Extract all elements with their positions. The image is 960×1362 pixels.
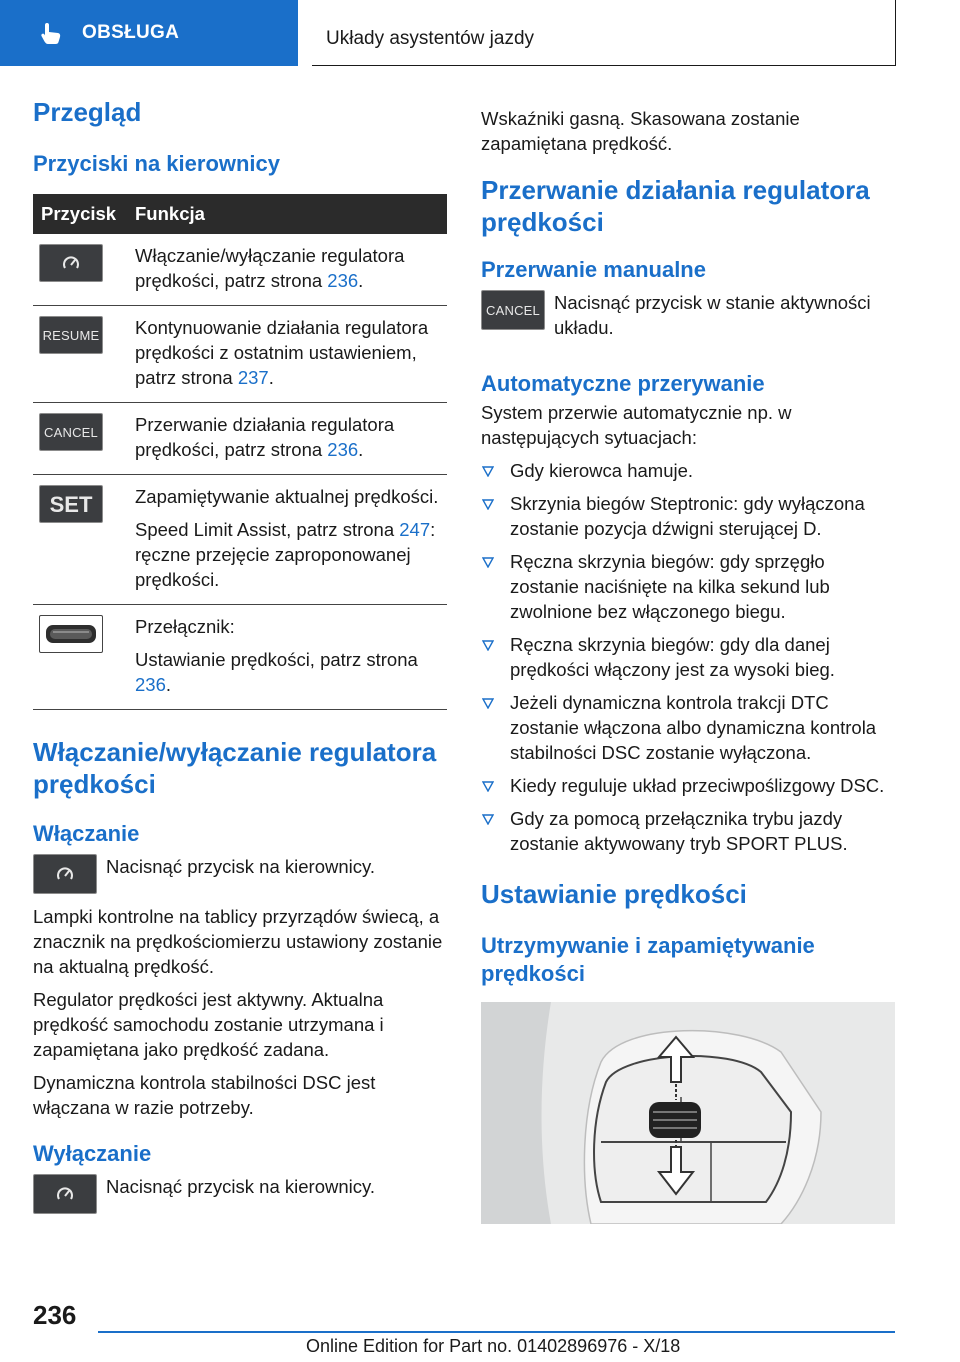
row-function-text: Zapamiętywanie aktualnej prędkości. bbox=[135, 486, 439, 507]
triangle-bullet-icon bbox=[482, 781, 494, 792]
list-item: Gdy za pomocą przełącznika trybu jazdy zostanie aktywowany tryb SPORT PLUS. bbox=[481, 806, 895, 856]
table-row bbox=[33, 234, 447, 306]
row-function-text: Włączanie/wyłączanie regulatora prędkości, patrz strona 236. bbox=[135, 245, 405, 291]
section-label: OBSŁUGA bbox=[82, 22, 180, 43]
steering-wheel-photo bbox=[481, 1002, 895, 1224]
heading-switch-off: Wyłączanie bbox=[33, 1141, 152, 1166]
page-link[interactable]: 237 bbox=[237, 367, 269, 388]
list-item: Jeżeli dynamiczna kontrola trakcji DTC zostanie włączona albo dynamiczna kontrola stabilności DSC zostanie wyłączona. bbox=[481, 690, 895, 765]
cancel-button-icon: CANCEL bbox=[39, 413, 103, 451]
cruise-control-button-icon bbox=[39, 244, 103, 282]
set-button-icon: SET bbox=[39, 485, 103, 523]
table-row bbox=[33, 306, 447, 403]
triangle-bullet-icon bbox=[482, 698, 494, 709]
page-header bbox=[0, 0, 960, 66]
row-function-text: Speed Limit Assist, patrz strona 247: ręczne przejęcie zaproponowanej prędkości. bbox=[135, 519, 436, 590]
cruise-control-button-icon bbox=[33, 854, 97, 894]
left-column bbox=[33, 96, 447, 1214]
cruise-control-button-icon bbox=[33, 1174, 97, 1214]
chapter-title-box bbox=[312, 0, 896, 66]
heading-on-off: Włączanie/wyłączanie regulatora prędkości bbox=[33, 737, 437, 799]
footer-divider bbox=[98, 1331, 895, 1333]
page-link[interactable]: 247 bbox=[399, 519, 431, 540]
list-item: Kiedy reguluje układ przeciwpoślizgowy DSC. bbox=[481, 773, 895, 798]
column-header-function: Funkcja bbox=[127, 194, 447, 234]
list-item: Gdy kierowca hamuje. bbox=[481, 458, 895, 483]
table-row bbox=[33, 605, 447, 710]
page-link[interactable]: 236 bbox=[327, 270, 359, 291]
table-row bbox=[33, 403, 447, 475]
heading-overview: Przegląd bbox=[33, 97, 142, 127]
speedometer-icon bbox=[60, 254, 82, 272]
page-number: 236 bbox=[33, 1300, 77, 1330]
row-function-text: Kontynuowanie działania regulatora prędkości z ostatnim ustawieniem, patrz strona 237. bbox=[135, 317, 429, 388]
auto-interrupt-intro: System przerwie automatycznie np. w następujących sytuacjach: bbox=[481, 402, 792, 448]
right-column bbox=[481, 106, 895, 1224]
triangle-bullet-icon bbox=[482, 640, 494, 651]
triangle-bullet-icon bbox=[482, 466, 494, 477]
triangle-bullet-icon bbox=[482, 499, 494, 510]
triangle-bullet-icon bbox=[482, 557, 494, 568]
switch-on-paragraph: Dynamiczna kontrola stabilności DSC jest włączana w razie potrzeby. bbox=[33, 1072, 376, 1118]
footer-edition: Online Edition for Part no. 01402896976 - X/18 bbox=[306, 1336, 681, 1356]
speedometer-icon bbox=[54, 1185, 76, 1203]
switch-on-instruction bbox=[33, 854, 447, 894]
speedometer-icon bbox=[54, 865, 76, 883]
table-row bbox=[33, 475, 447, 605]
cancel-button-icon: CANCEL bbox=[481, 290, 545, 330]
switch-off-instruction bbox=[33, 1174, 447, 1214]
switch-on-paragraph: Lampki kontrolne na tablicy przyrządów świecą, a znacznik na prędkościomierzu ustawiony zostanie na aktualną prędkość. bbox=[33, 906, 443, 977]
auto-interrupt-list bbox=[481, 458, 895, 856]
hand-pointer-icon bbox=[38, 20, 64, 46]
list-item: Ręczna skrzynia biegów: gdy dla danej prędkości włączony jest za wysoki bieg. bbox=[481, 632, 895, 682]
manual-interrupt-text: Nacisnąć przycisk w stanie aktywności układu. bbox=[554, 292, 871, 338]
buttons-table bbox=[33, 194, 447, 710]
intro-paragraph: Wskaźniki gasną. Skasowana zostanie zapamiętana prędkość. bbox=[481, 108, 800, 154]
rocker-switch-icon bbox=[39, 615, 103, 653]
heading-manual-interrupt: Przerwanie manualne bbox=[481, 257, 706, 282]
switch-off-text: Nacisnąć przycisk na kierownicy. bbox=[106, 1176, 376, 1197]
list-item: Skrzynia biegów Steptronic: gdy wyłączona zostanie pozycja dźwigni sterującej D. bbox=[481, 491, 895, 541]
switch-on-paragraph: Regulator prędkości jest aktywny. Aktualna prędkość samochodu zostanie utrzymana i zapamiętana jako prędkość zadana. bbox=[33, 989, 384, 1060]
triangle-bullet-icon bbox=[482, 814, 494, 825]
heading-switch-on: Włączanie bbox=[33, 821, 140, 846]
steering-wheel-buttons-illustration bbox=[481, 1002, 895, 1224]
manual-interrupt-instruction bbox=[481, 290, 895, 340]
chapter-title: Układy asystentów jazdy bbox=[326, 28, 535, 49]
table-header-row bbox=[33, 194, 447, 234]
switch-on-text: Nacisnąć przycisk na kierownicy. bbox=[106, 856, 376, 877]
page-link[interactable]: 236 bbox=[135, 674, 166, 695]
section-tab bbox=[0, 0, 298, 66]
heading-steering-buttons: Przyciski na kierownicy bbox=[33, 151, 281, 176]
heading-hold-speed: Utrzymywanie i zapamiętywanie prędkości bbox=[481, 933, 815, 986]
row-function-text: Ustawianie prędkości, patrz strona 236. bbox=[135, 649, 418, 695]
page-link[interactable]: 236 bbox=[327, 439, 359, 460]
list-item: Ręczna skrzynia biegów: gdy sprzęgło zostanie naciśnięte na kilka sekund lub zwolnione bez włączonego biegu. bbox=[481, 549, 895, 624]
heading-auto-interrupt: Automatyczne przerywanie bbox=[481, 371, 765, 396]
heading-interrupt: Przerwanie działania regulatora prędkości bbox=[481, 175, 870, 237]
resume-button-icon: RESUME bbox=[39, 316, 103, 354]
heading-set-speed: Ustawianie prędkości bbox=[481, 879, 747, 909]
column-header-button: Przycisk bbox=[33, 194, 127, 234]
row-function-text: Przerwanie działania regulatora prędkości, patrz strona 236. bbox=[135, 414, 395, 460]
row-function-text: Przełącznik: bbox=[135, 616, 235, 637]
